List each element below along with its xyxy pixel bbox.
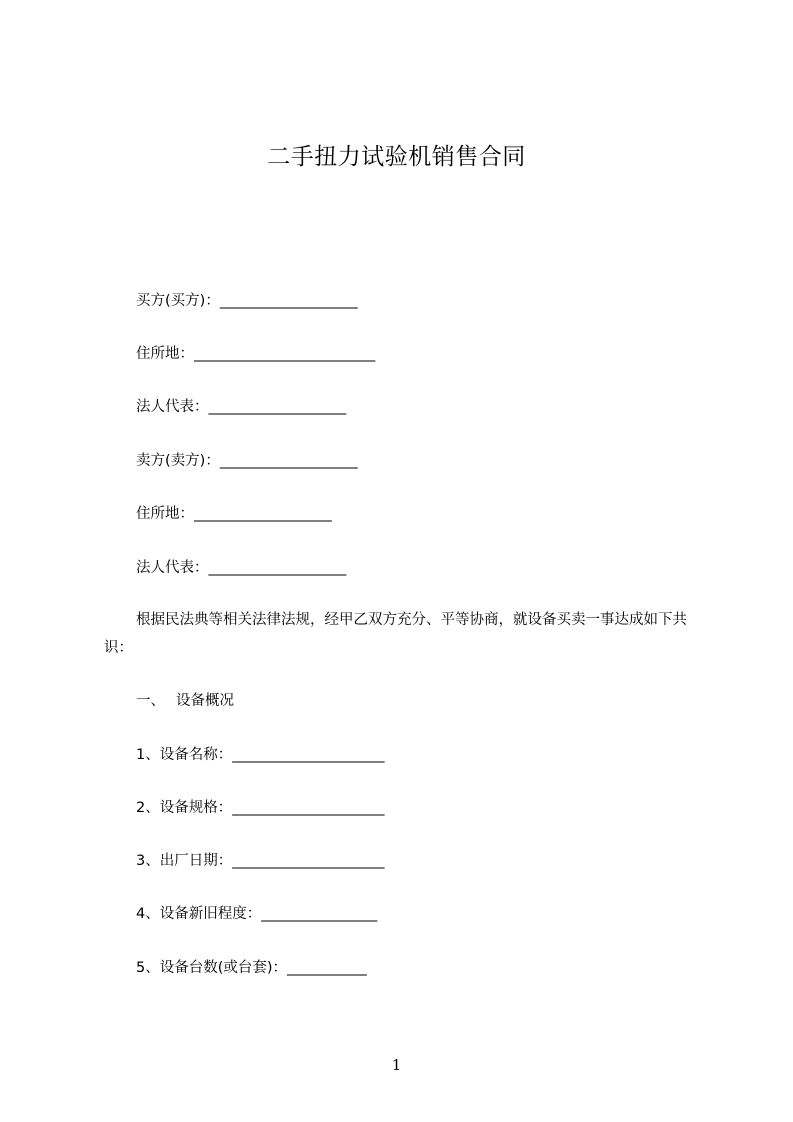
buyer-address-blank: _________________________ (194, 346, 376, 362)
seller-label: 卖方(卖方)： (136, 453, 220, 469)
equipment-name-blank: _____________________ (232, 747, 385, 763)
manufacture-date-label: 3、出厂日期： (136, 853, 233, 869)
unit-count-label: 5、设备台数(或台套)： (136, 960, 288, 976)
buyer-representative-blank: ___________________ (208, 399, 347, 415)
seller-address-line (136, 503, 332, 525)
section-heading (136, 690, 234, 712)
seller-representative-label: 法人代表： (136, 560, 209, 576)
intro-paragraph (104, 606, 708, 662)
buyer-label: 买方(买方)： (136, 293, 220, 309)
section-number: 一、 (136, 693, 165, 709)
seller-line (136, 450, 358, 472)
seller-address-blank: ___________________ (194, 506, 332, 522)
condition-line (136, 903, 377, 925)
manufacture-date-line (136, 850, 384, 872)
seller-representative-line (136, 557, 346, 579)
equipment-name-label: 1、设备名称： (136, 747, 233, 763)
equipment-spec-line (136, 797, 384, 819)
equipment-name-line (136, 744, 384, 766)
buyer-representative-label: 法人代表： (136, 399, 209, 415)
condition-blank: ________________ (261, 906, 378, 922)
unit-count-blank: ___________ (287, 960, 367, 976)
page-number: 1 (391, 1056, 402, 1074)
unit-count-line (136, 957, 367, 979)
contract-title: 二手扭力试验机销售合同 (267, 144, 526, 170)
seller-blank: ___________________ (219, 453, 358, 469)
seller-address-label: 住所地： (136, 506, 194, 522)
equipment-spec-label: 2、设备规格： (136, 800, 233, 816)
condition-label: 4、设备新旧程度： (136, 906, 262, 922)
buyer-blank: ___________________ (219, 293, 358, 309)
manufacture-date-blank: _____________________ (232, 853, 385, 869)
seller-representative-blank: ___________________ (208, 560, 347, 576)
buyer-line (136, 290, 358, 312)
buyer-address-line (136, 343, 375, 365)
section-title: 设备概况 (176, 693, 234, 709)
buyer-representative-line (136, 396, 346, 418)
equipment-spec-blank: _____________________ (232, 800, 385, 816)
intro-text: 根据民法典等相关法律法规，经甲乙双方充分、平等协商，就设备买卖一事达成如下共识： (104, 612, 687, 656)
buyer-address-label: 住所地： (136, 346, 194, 362)
